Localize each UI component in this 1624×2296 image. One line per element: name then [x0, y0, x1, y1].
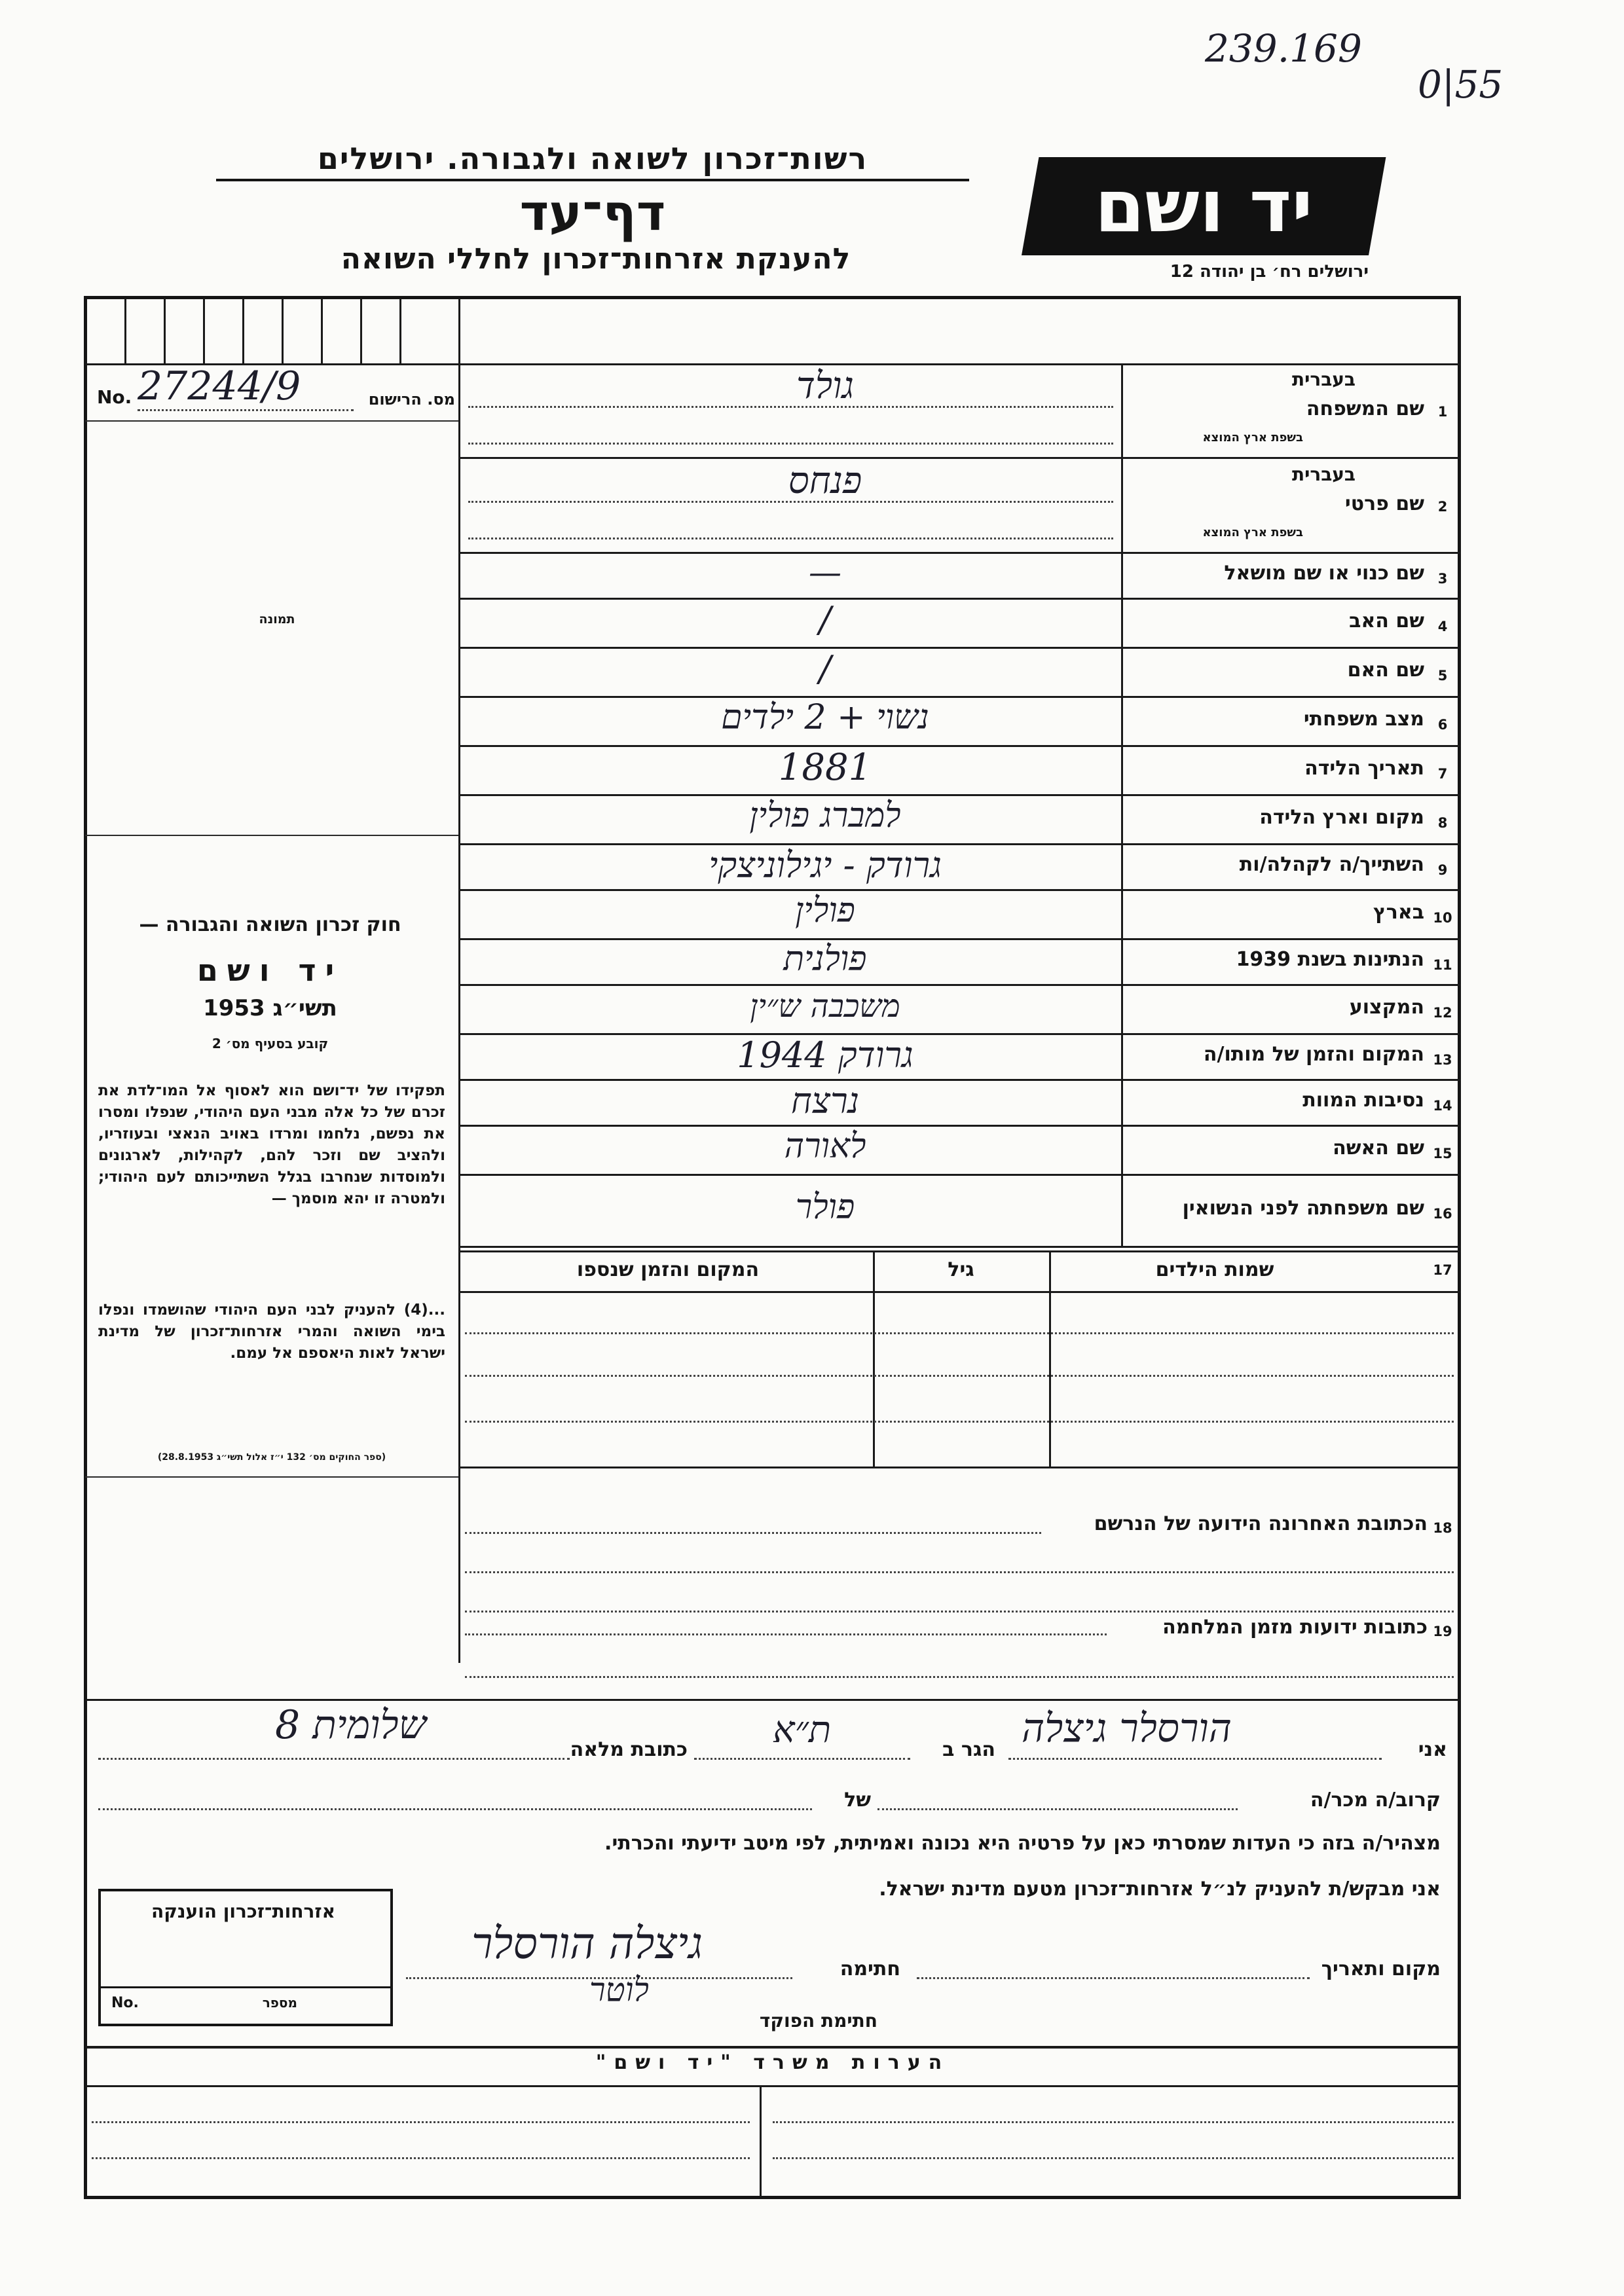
- field-row-2: [458, 458, 1460, 553]
- declaration-statement: מצהיר/ה בזה כי העדות שמסרתי כאן על פרטיה היא נכונה ואמיתית, לפי מיטב ידיעתי והכרתי.: [604, 1832, 1441, 1855]
- field-15-label: שם האשה: [1333, 1136, 1424, 1159]
- children-place-header: המקום והזמן שנספו: [576, 1258, 760, 1281]
- field-6-value: נשוי + 2 ילדים: [721, 698, 929, 738]
- law-clause: קובע בסעיף מס׳ 2: [212, 1036, 329, 1051]
- last-known-address-label: הכתובת האחרונה הידועה של הנרשם: [1094, 1512, 1428, 1535]
- declarant-city: ת״א: [773, 1709, 832, 1751]
- field-14-value: נרצח: [790, 1080, 860, 1121]
- field-row-16: [458, 1175, 1460, 1247]
- field-row-12: [458, 985, 1460, 1034]
- law-header: חוק זכרון השואה והגבורה —: [139, 913, 401, 936]
- field-13-number: 13: [1433, 1052, 1452, 1068]
- field-2-label: שם פרטי: [1344, 492, 1424, 515]
- resides-in-label: הגר ב: [942, 1738, 995, 1761]
- field-4-label: שם האב: [1349, 609, 1424, 632]
- declarant-name: הורסלר גיצלה: [1022, 1705, 1232, 1751]
- field-19-number: 19: [1433, 1624, 1452, 1639]
- field-15-number: 15: [1433, 1145, 1452, 1161]
- field-row-13: [458, 1034, 1460, 1080]
- field-16-value: פולר: [795, 1187, 855, 1227]
- field-9-number: 9: [1437, 862, 1448, 878]
- registration-number: 27244/9: [138, 363, 301, 409]
- form-subtitle: להענקת אזרחות־זכרון לחללי השואה: [341, 242, 851, 276]
- field-7-value: 1881: [778, 746, 872, 789]
- field-11-value: פולנית: [783, 939, 867, 979]
- field-16-number: 16: [1433, 1206, 1452, 1222]
- field-row-8: [458, 795, 1460, 845]
- field-8-label: מקום וארץ הלידה: [1259, 805, 1424, 829]
- law-name: יד ושם: [196, 953, 344, 988]
- field-15-value: לאורה: [784, 1127, 866, 1167]
- field-1-value: גולד: [796, 365, 854, 407]
- declaration-request: אני מבקש/ת להעניק לנ״ל אזרחות־זכרון מטעם מדינת ישראל.: [879, 1878, 1441, 1901]
- children-names-header: שמות הילדים: [1155, 1258, 1274, 1281]
- field-16-label: שם משפחתה לפני הנשואין: [1182, 1197, 1424, 1220]
- field-4-value: /: [819, 599, 832, 640]
- citizenship-number-prefix: No.: [111, 1995, 139, 2011]
- field-2-hebrew-sublabel: בעברית: [1291, 464, 1356, 485]
- registration-prefix: No.: [97, 386, 132, 408]
- field-9-label: השתייך/ה לקהלה/ות: [1239, 853, 1424, 876]
- field-7-number: 7: [1437, 765, 1448, 782]
- corner-mark: 0|55: [1418, 62, 1504, 107]
- authority-title: רשות־זכרון לשואה ולגבורה. ירושלים: [216, 141, 969, 181]
- declarant-signature: גיצלה הורסלר: [471, 1918, 703, 1969]
- logo-text: יד ושם: [1094, 164, 1313, 248]
- wartime-address-label: כתובות ידועות מזמן המלחמה: [1162, 1616, 1428, 1639]
- field-11-number: 11: [1433, 957, 1452, 973]
- field-12-number: 12: [1433, 1004, 1452, 1021]
- field-row-4: [458, 599, 1460, 648]
- field-14-number: 14: [1433, 1098, 1452, 1114]
- field-row-1: [458, 363, 1460, 458]
- field-17-number: 17: [1433, 1262, 1452, 1278]
- archive-number: 239.169: [1205, 26, 1362, 71]
- field-1-number: 1: [1437, 404, 1448, 420]
- field-10-label: בארץ: [1373, 900, 1424, 924]
- declarant-address: שלומית 8: [275, 1702, 427, 1748]
- officer-signature: לוטר: [589, 1971, 649, 2009]
- field-row-3: [458, 553, 1460, 599]
- of-label: של: [844, 1789, 871, 1812]
- field-9-value: גרודק - יגילוניצקי: [709, 845, 942, 886]
- law-body-2: ...(4) להעניק לבני העם היהודי שהושמדו ונפלו בימי השואה והמרי אזרחות־זכרון של מדינת ישראל לאות היאספם אל עמם.: [98, 1302, 445, 1362]
- relative-label: קרוב/ה מכר/ה: [1310, 1789, 1441, 1812]
- field-11-label: הנתינות בשנת 1939: [1236, 948, 1424, 971]
- photo-label: תמונה: [259, 612, 295, 627]
- field-row-5: [458, 648, 1460, 697]
- children-age-header: גיל: [948, 1258, 974, 1281]
- field-5-number: 5: [1437, 667, 1448, 683]
- field-4-number: 4: [1437, 618, 1448, 634]
- field-12-label: המקצוע: [1349, 995, 1424, 1019]
- form-title: דף־עד: [519, 183, 666, 242]
- field-12-value: משכבה ש״ין: [750, 987, 900, 1025]
- field-14-label: נסיבות המוות: [1302, 1089, 1424, 1112]
- field-3-label: שם כנוי או שם מושאל: [1224, 562, 1424, 585]
- field-2-value: פנחס: [788, 460, 862, 502]
- field-8-value: למברג פולין: [749, 796, 901, 836]
- officer-signature-label: חתימת הפוקד: [759, 2010, 877, 2032]
- field-row-14: [458, 1080, 1460, 1126]
- registration-label: מס. הרישום: [368, 390, 455, 409]
- field-13-value: גרודק 1944: [737, 1034, 913, 1076]
- citizenship-number-label: מספר: [262, 1995, 297, 2011]
- field-18-number: 18: [1433, 1520, 1452, 1536]
- photo-area: [87, 422, 457, 835]
- field-8-number: 8: [1437, 814, 1448, 831]
- field-6-label: מצב משפחתי: [1303, 707, 1424, 731]
- yad-vashem-address: ירושלים רח׳ בן יהודה 12: [1170, 262, 1369, 282]
- field-1-hebrew-sublabel: בעברית: [1291, 369, 1356, 390]
- field-row-7: [458, 746, 1460, 795]
- field-10-value: פולין: [795, 891, 855, 931]
- citizenship-box: [98, 1889, 393, 2026]
- citizenship-box-title: אזרחות־זכרון הוענקה: [151, 1901, 335, 1922]
- field-row-10: [458, 890, 1460, 939]
- field-3-value: —: [809, 553, 841, 591]
- field-row-11: [458, 939, 1460, 985]
- field-row-6: [458, 697, 1460, 746]
- field-7-label: תאריך הלידה: [1304, 756, 1424, 780]
- field-1-label: שם המשפחה: [1306, 397, 1424, 420]
- field-5-value: /: [819, 648, 832, 689]
- field-3-number: 3: [1437, 571, 1448, 587]
- signature-label: חתימה: [840, 1958, 900, 1980]
- law-body-1: תפקידו של יד־ושם הוא לאסוף אל המו־לדת את זכרם של כל אלה מבני העם היהודי, שנפלו ומסרו את נפשם, נלחמו ומרדו באויב הנאצי ובעוזריו, ולהציב שם וזכר להם, לקהילות, לארגונים ולמוסדות שנחרבו בגלל השתייכותם לעם היהודי; ולמטרה זו יהא מוסמך —: [98, 1082, 445, 1207]
- declaration-ani: אני: [1418, 1738, 1447, 1761]
- field-row-9: [458, 845, 1460, 890]
- field-6-number: 6: [1437, 716, 1448, 733]
- law-source: (ספר החוקים מס׳ 132 י״ז אלול תשי״ג 28.8.1953): [157, 1452, 386, 1463]
- field-2-number: 2: [1437, 499, 1448, 515]
- law-year: תשי״ג 1953: [203, 995, 337, 1021]
- field-10-number: 10: [1433, 909, 1452, 926]
- place-date-label: מקום ותאריך: [1321, 1958, 1441, 1980]
- field-row-15: [458, 1126, 1460, 1175]
- field-13-label: המקום והזמן של מותו/ה: [1203, 1043, 1424, 1066]
- office-remarks-title: הערות משרד "יד ושם": [595, 2051, 950, 2074]
- field-1-local-sublabel: בשפת ארץ המוצא: [1202, 431, 1303, 445]
- yad-vashem-logo: [1022, 157, 1386, 255]
- field-5-label: שם האם: [1347, 658, 1424, 682]
- field-2-local-sublabel: בשפת ארץ המוצא: [1202, 526, 1303, 539]
- full-address-label: כתובת מלאה: [570, 1738, 688, 1761]
